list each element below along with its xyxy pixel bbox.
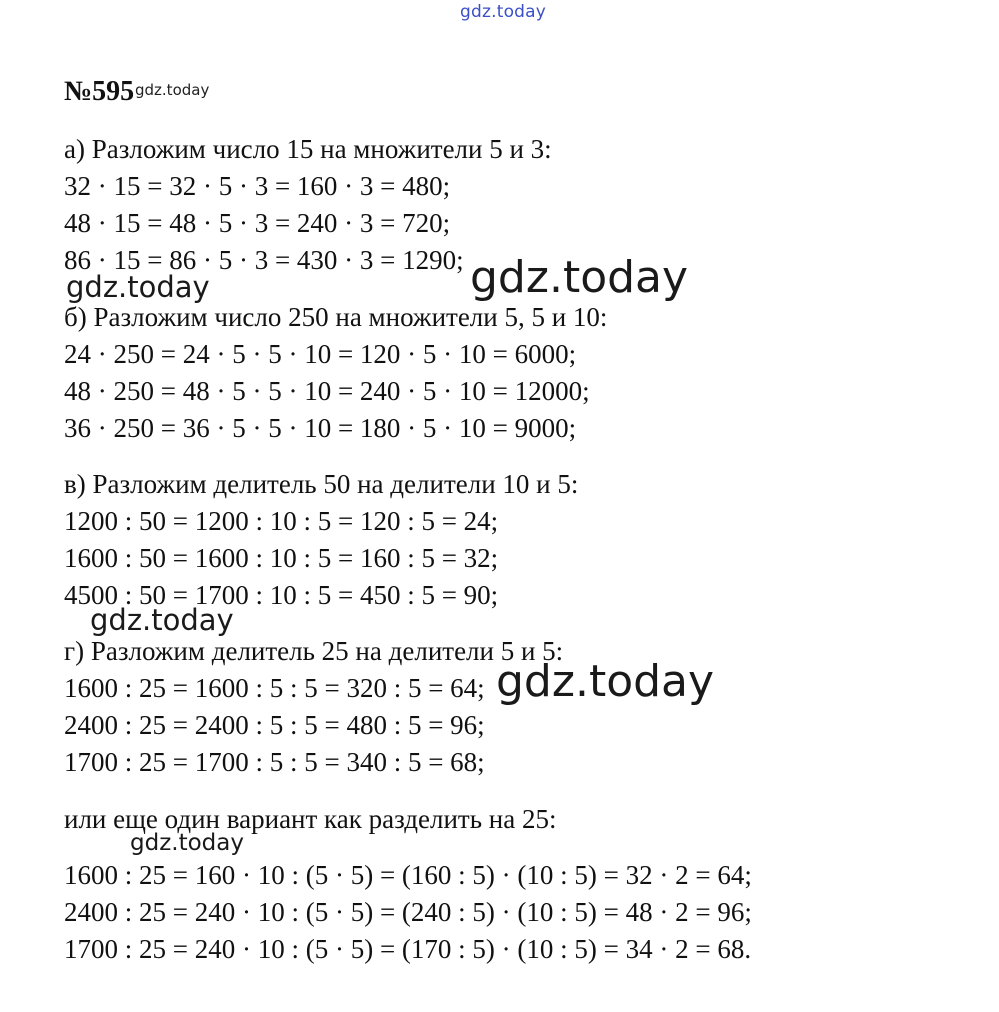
section-b-heading: б) Разложим число 250 на множители 5, 5 и 10: bbox=[64, 302, 608, 332]
solution-line: 24 · 250 = 24 · 5 · 5 · 10 = 120 · 5 · 10 = 6000; bbox=[64, 339, 577, 369]
solution-line: 1600 : 25 = 1600 : 5 : 5 = 320 : 5 = 64; bbox=[64, 673, 485, 703]
watermark: gdz.today bbox=[130, 830, 244, 856]
alternative-heading: или еще один вариант как разделить на 25: bbox=[64, 804, 557, 834]
solution-line: 48 · 250 = 48 · 5 · 5 · 10 = 240 · 5 · 10 = 12000; bbox=[64, 376, 590, 406]
solution-line: 1700 : 25 = 1700 : 5 : 5 = 340 : 5 = 68; bbox=[64, 747, 485, 777]
solution-line: 1700 : 25 = 240 · 10 : (5 · 5) = (170 : 5) · (10 : 5) = 34 · 2 = 68. bbox=[64, 934, 752, 964]
solution-line: 4500 : 50 = 1700 : 10 : 5 = 450 : 5 = 90; bbox=[64, 580, 499, 610]
solution-line: 1600 : 50 = 1600 : 10 : 5 = 160 : 5 = 32; bbox=[64, 543, 499, 573]
section-g-heading: г) Разложим делитель 25 на делители 5 и 5: bbox=[64, 636, 564, 666]
title-watermark: gdz.today bbox=[135, 81, 210, 99]
watermark: gdz.today bbox=[470, 252, 689, 303]
watermark: gdz.today bbox=[90, 603, 234, 637]
solution-line: 36 · 250 = 36 · 5 · 5 · 10 = 180 · 5 · 10 = 9000; bbox=[64, 413, 577, 443]
solution-line: 86 · 15 = 86 · 5 · 3 = 430 · 3 = 1290; bbox=[64, 245, 464, 275]
solution-line: 2400 : 25 = 240 · 10 : (5 · 5) = (240 : 5) · (10 : 5) = 48 · 2 = 96; bbox=[64, 897, 752, 927]
section-a-heading: а) Разложим число 15 на множители 5 и 3: bbox=[64, 134, 552, 164]
solution-line: 1600 : 25 = 160 · 10 : (5 · 5) = (160 : 5) · (10 : 5) = 32 · 2 = 64; bbox=[64, 860, 752, 890]
problem-number: №595 bbox=[64, 76, 135, 107]
solution-line: 1200 : 50 = 1200 : 10 : 5 = 120 : 5 = 24; bbox=[64, 506, 499, 536]
section-v-heading: в) Разложим делитель 50 на делители 10 и 5: bbox=[64, 469, 579, 499]
top-watermark: gdz.today bbox=[460, 2, 547, 22]
solution-line: 32 · 15 = 32 · 5 · 3 = 160 · 3 = 480; bbox=[64, 171, 451, 201]
solution-line: 2400 : 25 = 2400 : 5 : 5 = 480 : 5 = 96; bbox=[64, 710, 485, 740]
solution-line: 48 · 15 = 48 · 5 · 3 = 240 · 3 = 720; bbox=[64, 208, 451, 238]
watermark: gdz.today bbox=[66, 270, 210, 304]
watermark: gdz.today bbox=[496, 656, 715, 707]
